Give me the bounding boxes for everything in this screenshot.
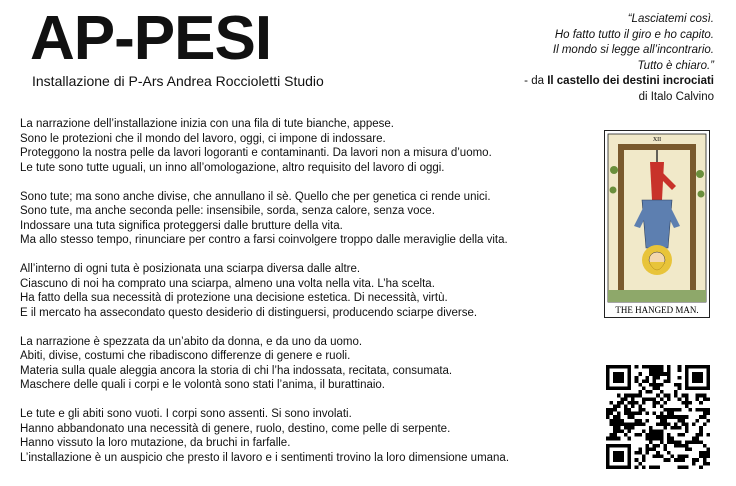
quote-source-prefix: - da (524, 75, 548, 87)
text-line: Hanno abbandonato una necessità di genere, ruolo, destino, come pelle di serpente. (20, 422, 451, 435)
card-number: XII (652, 137, 662, 143)
text-line: Abiti, divise, costumi che ribadiscono differenze di genere e ruoli. (20, 350, 351, 362)
text-line: La narrazione dell’installazione inizia con una fila di tute bianche, appese. (20, 118, 394, 130)
quote-line: Il mondo si legge all’incontrario. (552, 44, 714, 56)
gallows-post-right (690, 144, 696, 294)
page-title: AP-PESI (30, 4, 272, 73)
quote-author: di Italo Calvino (638, 90, 714, 103)
quote-line: Ho fatto tutto il giro e ho capito. (554, 28, 714, 41)
paragraph (20, 335, 590, 393)
gallows-crossbar (618, 144, 696, 150)
text-line: Proteggono la nostra pelle da lavori logoranti e contaminanti. Da lavori non a misura d’uomo. (20, 147, 492, 159)
text-line: L’installazione è un auspicio che presto il lavoro e i sentimenti trovino la loro dimensione umana. (20, 451, 510, 464)
page-subtitle: Installazione di P-Ars Andrea Roccioletti Studio (32, 73, 324, 89)
quote-line: “Lasciatemi così. (627, 13, 714, 25)
text-line: Indossare una tuta significa proteggersi dalle brutture della vita. (20, 219, 343, 232)
qr-code[interactable] (606, 365, 710, 469)
paragraph (20, 117, 590, 175)
text-line: Sono tute; ma sono anche divise, che annullano il sè. Quello che per genetica ci rende unici. (20, 190, 491, 203)
paragraph (20, 190, 590, 248)
text-line: Ma allo stesso tempo, rinunciare per contro a farsi coinvolgere troppo dalle meraviglie della vita. (20, 234, 508, 246)
text-line: Ciascuno di noi ha comprato una sciarpa, almeno una volta nella vita. L’ha scelta. (20, 277, 435, 290)
paragraph (20, 407, 590, 465)
text-line: Sono le protezioni che il mondo del lavoro, oggi, ci impone di indossare. (20, 132, 386, 145)
quote-book-title: Il castello dei destini incrociati (547, 75, 714, 87)
hanged-man-tarot-card (604, 130, 710, 318)
card-caption: THE HANGED MAN. (615, 305, 699, 315)
leaf-icon (610, 187, 617, 194)
text-line: Le tute e gli abiti sono vuoti. I corpi sono assenti. Si sono involati. (20, 408, 352, 420)
text-line: E il mercato ha assecondato questo desiderio di distinguersi, producendo sciarpe diverse. (20, 306, 478, 319)
text-line: Maschere delle quali i corpi e le volontà sono stati l’anima, il burattinaio. (20, 379, 386, 391)
figure-tunic (642, 200, 672, 248)
figure-legs (650, 162, 664, 200)
text-line: Ha fatto della sua necessità di protezione una decisione estetica. Di necessità, virtù. (20, 292, 448, 304)
quote-line: Tutto è chiaro.” (637, 59, 714, 72)
leaf-icon (610, 166, 618, 174)
calvino-quote (414, 12, 714, 105)
text-line: All’interno di ogni tuta è posizionata una sciarpa diversa dalle altre. (20, 263, 361, 275)
gallows-post-left (618, 144, 624, 294)
ground (608, 290, 706, 302)
leaf-icon (698, 191, 705, 198)
text-line: Hanno vissuto la loro mutazione, da bruchi in farfalle. (20, 437, 291, 449)
quote-source (414, 74, 714, 90)
text-line: Sono tute, ma anche seconda pelle: insensibile, sorda, senza calore, senza voce. (20, 205, 435, 217)
narrative-text (20, 117, 590, 480)
text-line: La narrazione è spezzata da un’abito da donna, e da uno da uomo. (20, 335, 363, 348)
paragraph (20, 262, 590, 320)
leaf-icon (696, 170, 704, 178)
text-line: Materia sulla quale aleggia ancora la storia di chi l’ha indossata, recitata, consumata. (20, 364, 453, 377)
text-line: Le tute sono tutte uguali, un inno all’omologazione, altro requisito del lavoro di oggi. (20, 161, 445, 174)
